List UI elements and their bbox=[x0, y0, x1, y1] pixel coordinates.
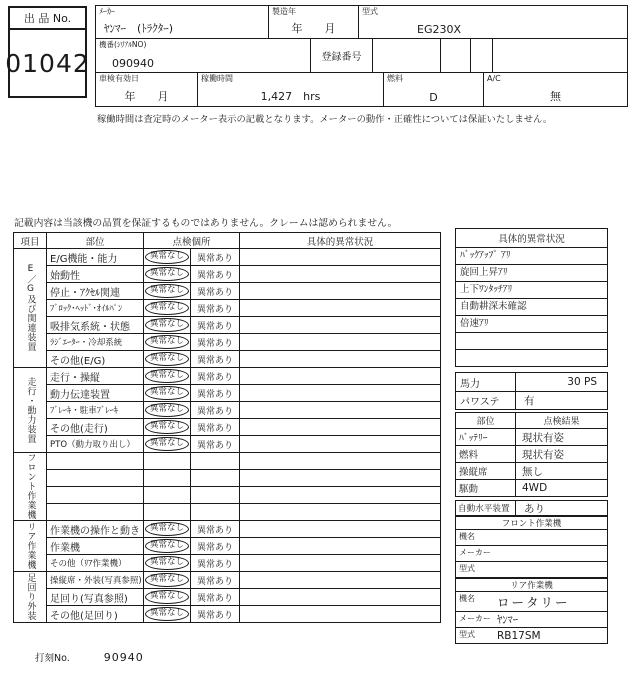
registration-label: 登録番号 bbox=[321, 52, 362, 63]
auto-level-value: あり bbox=[524, 502, 545, 515]
check-ng-cell: 異常あり bbox=[191, 367, 240, 384]
abnormal-detail-cell bbox=[240, 350, 440, 367]
abnormal-detail-cell bbox=[240, 282, 440, 299]
check-ng-cell bbox=[191, 452, 240, 469]
abnormal-detail-cell bbox=[240, 503, 440, 520]
serial-cell bbox=[96, 39, 311, 72]
lot-number-box bbox=[5, 6, 90, 98]
power-steering-value: 有 bbox=[524, 395, 535, 407]
abnormal-detail-item: 旋回上昇ｱﾘ bbox=[456, 264, 607, 281]
hours-cell bbox=[198, 73, 384, 106]
check-ng-cell: 異常あり bbox=[191, 316, 240, 333]
check-ok-cell bbox=[144, 469, 191, 486]
inspection-group-label bbox=[14, 367, 47, 452]
check-ng-cell: 異常あり bbox=[191, 384, 240, 401]
check-ng-cell: 異常あり bbox=[191, 299, 240, 316]
registration-field-2 bbox=[441, 39, 471, 72]
check-ng-cell: 異常あり bbox=[191, 418, 240, 435]
maker-label: ﾒｰｶｰ bbox=[99, 7, 115, 16]
part-name-cell bbox=[47, 486, 144, 503]
part-name-cell: ﾌﾞﾛｯｸ･ﾍｯﾄﾞ･ｵｲﾙﾊﾟﾝ bbox=[47, 299, 144, 316]
part-name-cell: 始動性 bbox=[47, 265, 144, 282]
abnormal-detail-cell bbox=[240, 571, 440, 588]
check-ng-cell: 異常あり bbox=[191, 554, 240, 571]
registration-cell bbox=[311, 39, 373, 72]
abnormal-details-box bbox=[455, 228, 608, 367]
ac-cell bbox=[484, 73, 627, 106]
part-name-cell: ﾗｼﾞｴｰﾀｰ・冷却系統 bbox=[47, 333, 144, 350]
stamp-value: 90940 bbox=[103, 651, 144, 664]
fuel-value: D bbox=[429, 91, 438, 104]
inspection-expiry-value: 年 月 bbox=[124, 90, 169, 103]
header-row-1 bbox=[96, 6, 627, 39]
auto-level-label: 自動水平装置 bbox=[456, 501, 516, 515]
check-result-row bbox=[456, 479, 607, 496]
check-result-part: 駆動 bbox=[456, 480, 516, 496]
fuel-cell bbox=[384, 73, 484, 106]
registration-field-1 bbox=[373, 39, 441, 72]
check-results-box bbox=[455, 412, 608, 497]
abnormal-detail-item: 上下ﾜﾝﾀｯﾁｱﾘ bbox=[456, 281, 607, 298]
check-ng-cell bbox=[191, 486, 240, 503]
check-result-row bbox=[456, 462, 607, 479]
abnormal-detail-cell bbox=[240, 316, 440, 333]
check-ng-cell: 異常あり bbox=[191, 605, 240, 622]
check-ok-cell bbox=[144, 299, 191, 316]
check-ng-cell bbox=[191, 503, 240, 520]
part-name-cell bbox=[47, 503, 144, 520]
no-abnormality-circled: 異常なし bbox=[145, 437, 189, 451]
column-header-part: 部位 bbox=[47, 233, 144, 248]
check-ng-cell: 異常あり bbox=[191, 571, 240, 588]
inspection-table bbox=[13, 232, 441, 623]
maker-cell bbox=[96, 6, 269, 38]
check-result-value: 4WD bbox=[522, 482, 548, 494]
abnormal-detail-cell bbox=[240, 265, 440, 282]
part-name-cell: 足回り(写真参照) bbox=[47, 588, 144, 605]
check-ok-cell bbox=[144, 486, 191, 503]
no-abnormality-circled: 異常なし bbox=[145, 335, 189, 349]
implement-field-value: ロータリー bbox=[497, 594, 570, 610]
check-ok-cell bbox=[144, 333, 191, 350]
check-result-value: 現状有姿 bbox=[522, 448, 564, 461]
registration-field-4 bbox=[493, 39, 627, 72]
abnormal-detail-cell bbox=[240, 435, 440, 452]
check-ok-cell bbox=[144, 571, 191, 588]
column-header-checkpoint: 点検個所 bbox=[144, 233, 240, 248]
no-abnormality-circled: 異常なし bbox=[145, 267, 189, 281]
check-result-value: 現状有姿 bbox=[522, 431, 564, 444]
no-abnormality-circled: 異常なし bbox=[145, 369, 189, 383]
lot-number-label: 出 品 No. bbox=[10, 8, 85, 30]
implement-field-label: 型式 bbox=[459, 564, 475, 573]
model-value: EG230X bbox=[417, 23, 462, 36]
abnormal-detail-cell bbox=[240, 520, 440, 537]
part-name-cell: E/G機能・能力 bbox=[47, 248, 144, 265]
abnormal-detail-item: 倍速ｱﾘ bbox=[456, 315, 607, 332]
implement-row bbox=[456, 529, 607, 545]
mfg-year-label: 製造年 bbox=[272, 7, 296, 16]
check-result-value: 無し bbox=[522, 465, 543, 478]
abnormal-detail-cell bbox=[240, 486, 440, 503]
rear-implement-title: リア作業機 bbox=[510, 581, 553, 591]
check-ok-cell bbox=[144, 435, 191, 452]
registration-field-3 bbox=[471, 39, 493, 72]
no-abnormality-circled: 異常なし bbox=[145, 539, 189, 553]
part-name-cell: 動力伝達装置 bbox=[47, 384, 144, 401]
implement-field-label: メーカー bbox=[459, 548, 491, 557]
check-result-row bbox=[456, 445, 607, 462]
part-name-cell: その他(走行) bbox=[47, 418, 144, 435]
front-implement-box bbox=[455, 516, 608, 578]
abnormal-details-title: 具体的異常状況 bbox=[498, 234, 565, 245]
part-name-cell: 停止・ｱｸｾﾙ関連 bbox=[47, 282, 144, 299]
check-ok-cell bbox=[144, 401, 191, 418]
implement-field-value: ﾔﾝﾏｰ bbox=[497, 614, 518, 626]
check-ok-cell bbox=[144, 588, 191, 605]
no-abnormality-circled: 異常なし bbox=[145, 573, 189, 587]
meter-disclaimer-note: 稼働時間は査定時のメーター表示の記載となります。メーターの動作・正確性については保証いたしません。 bbox=[97, 114, 553, 125]
check-ok-cell bbox=[144, 265, 191, 282]
model-cell bbox=[359, 6, 627, 38]
inspection-expiry-cell bbox=[96, 73, 198, 106]
implement-field-value: RB17SM bbox=[497, 629, 541, 642]
check-ok-cell bbox=[144, 503, 191, 520]
power-steering-label: パワステ bbox=[456, 392, 516, 409]
abnormal-detail-cell bbox=[240, 299, 440, 316]
part-name-cell: 吸排気系統・状態 bbox=[47, 316, 144, 333]
check-result-row bbox=[456, 428, 607, 445]
part-name-cell: その他(E/G) bbox=[47, 350, 144, 367]
check-results-result-header: 点検結果 bbox=[543, 417, 580, 427]
abnormal-detail-cell bbox=[240, 367, 440, 384]
ac-value: 無 bbox=[550, 90, 561, 103]
abnormal-detail-cell bbox=[240, 248, 440, 265]
check-ng-cell: 異常あり bbox=[191, 588, 240, 605]
check-ok-cell bbox=[144, 452, 191, 469]
column-header-item: 項目 bbox=[14, 233, 47, 248]
stamp-label: 打刻No. bbox=[35, 653, 70, 664]
horsepower-label: 馬力 bbox=[456, 373, 516, 391]
implement-row bbox=[456, 545, 607, 561]
part-name-cell: その他（ﾘｱ作業機） bbox=[47, 554, 144, 571]
column-header-abnormal-detail: 具体的異常状況 bbox=[306, 236, 374, 248]
no-abnormality-circled: 異常なし bbox=[145, 318, 189, 332]
check-ok-cell bbox=[144, 350, 191, 367]
no-abnormality-circled: 異常なし bbox=[145, 590, 189, 604]
check-ng-cell bbox=[191, 469, 240, 486]
check-ok-cell bbox=[144, 537, 191, 554]
no-abnormality-circled: 異常なし bbox=[145, 250, 189, 264]
implement-field-label: 機名 bbox=[459, 532, 475, 541]
no-abnormality-circled: 異常なし bbox=[145, 284, 189, 298]
implement-field-label: 型式 bbox=[459, 630, 475, 639]
auto-level-box bbox=[455, 500, 608, 516]
implement-row bbox=[456, 561, 607, 577]
mfg-year-value: 年 月 bbox=[291, 22, 336, 35]
check-ok-cell bbox=[144, 605, 191, 622]
part-name-cell: 作業機の操作と動き bbox=[47, 520, 144, 537]
part-name-cell: 走行・操縦 bbox=[47, 367, 144, 384]
abnormal-detail-cell bbox=[240, 605, 440, 622]
implement-row bbox=[456, 591, 607, 611]
check-ng-cell: 異常あり bbox=[191, 333, 240, 350]
abnormal-detail-cell bbox=[240, 469, 440, 486]
check-ok-cell bbox=[144, 248, 191, 265]
hours-value: 1,427 hrs bbox=[260, 90, 321, 103]
check-ng-cell: 異常あり bbox=[191, 248, 240, 265]
power-box bbox=[455, 372, 608, 410]
part-name-cell bbox=[47, 452, 144, 469]
inspection-group-label bbox=[14, 452, 47, 520]
no-abnormality-circled: 異常なし bbox=[145, 522, 189, 536]
check-ng-cell: 異常あり bbox=[191, 350, 240, 367]
check-ok-cell bbox=[144, 418, 191, 435]
quality-disclaimer-note: 記載内容は当該機の品質を保証するものではありません。クレームは認められません。 bbox=[14, 218, 398, 229]
check-ng-cell: 異常あり bbox=[191, 401, 240, 418]
check-ok-cell bbox=[144, 316, 191, 333]
inspection-group-label bbox=[14, 520, 47, 571]
implement-field-label: メーカー bbox=[459, 614, 491, 623]
no-abnormality-circled: 異常なし bbox=[145, 420, 189, 434]
abnormal-detail-cell bbox=[240, 384, 440, 401]
header-row-3 bbox=[96, 73, 627, 106]
implement-field-label: 機名 bbox=[459, 594, 475, 603]
abnormal-detail-item bbox=[456, 332, 607, 349]
implement-row bbox=[456, 627, 607, 643]
check-ok-cell bbox=[144, 384, 191, 401]
abnormal-detail-cell bbox=[240, 401, 440, 418]
part-name-cell bbox=[47, 469, 144, 486]
check-result-part: ﾊﾞｯﾃﾘｰ bbox=[456, 429, 516, 445]
abnormal-detail-cell bbox=[240, 554, 440, 571]
inspection-group-label-text: 足回り外装 bbox=[25, 573, 36, 621]
horsepower-value: 30 PS bbox=[567, 376, 597, 388]
abnormal-detail-item: ﾊﾞｯｸｱｯﾌﾟ ｱﾘ bbox=[456, 247, 607, 264]
no-abnormality-circled: 異常なし bbox=[145, 352, 189, 366]
inspection-group-label-text: E／G及び関連装置 bbox=[25, 264, 36, 352]
horsepower-row bbox=[456, 373, 607, 391]
part-name-cell: 操縦席・外装(写真参照) bbox=[47, 571, 144, 588]
no-abnormality-circled: 異常なし bbox=[145, 607, 189, 621]
no-abnormality-circled: 異常なし bbox=[145, 301, 189, 315]
check-ok-cell bbox=[144, 367, 191, 384]
part-name-cell: その他(足回り) bbox=[47, 605, 144, 622]
abnormal-detail-cell bbox=[240, 418, 440, 435]
inspection-expiry-label: 車検有効日 bbox=[99, 74, 139, 83]
inspection-group-label-text: フロント作業機 bbox=[25, 453, 36, 520]
check-ok-cell bbox=[144, 520, 191, 537]
check-ok-cell bbox=[144, 282, 191, 299]
check-ng-cell: 異常あり bbox=[191, 435, 240, 452]
mfg-year-cell bbox=[269, 6, 359, 38]
header-row-2 bbox=[96, 39, 627, 73]
check-ng-cell: 異常あり bbox=[191, 265, 240, 282]
fuel-label: 燃料 bbox=[387, 74, 403, 83]
abnormal-detail-item bbox=[456, 349, 607, 366]
inspection-group-label bbox=[14, 571, 47, 622]
abnormal-detail-cell bbox=[240, 333, 440, 350]
abnormal-detail-cell bbox=[240, 537, 440, 554]
check-ng-cell: 異常あり bbox=[191, 537, 240, 554]
part-name-cell: ﾌﾞﾚｰｷ・駐車ﾌﾞﾚｰｷ bbox=[47, 401, 144, 418]
inspection-group-label-text: 走行・動力装置 bbox=[25, 376, 36, 444]
check-ng-cell: 異常あり bbox=[191, 282, 240, 299]
model-label: 型式 bbox=[362, 7, 378, 16]
abnormal-detail-cell bbox=[240, 588, 440, 605]
ac-label: A/C bbox=[487, 74, 501, 83]
rear-implement-box bbox=[455, 578, 608, 644]
check-result-part: 操縦席 bbox=[456, 463, 516, 479]
inspection-group-label-text: リア作業機 bbox=[25, 522, 36, 570]
check-ok-cell bbox=[144, 554, 191, 571]
inspection-group-label bbox=[14, 248, 47, 367]
check-ng-cell: 異常あり bbox=[191, 520, 240, 537]
check-result-part: 燃料 bbox=[456, 446, 516, 462]
check-results-header bbox=[456, 413, 607, 428]
no-abnormality-circled: 異常なし bbox=[145, 403, 189, 417]
hours-label: 稼働時間 bbox=[201, 74, 233, 83]
power-steering-row bbox=[456, 391, 607, 409]
stamp-number bbox=[35, 650, 144, 664]
maker-value: ﾔﾝﾏｰ (ﾄﾗｸﾀｰ) bbox=[104, 22, 174, 35]
serial-value: 090940 bbox=[112, 57, 154, 70]
part-name-cell: PTO（動力取り出し） bbox=[47, 435, 144, 452]
lot-number-value: 01042 bbox=[5, 48, 90, 78]
no-abnormality-circled: 異常なし bbox=[145, 556, 189, 570]
no-abnormality-circled: 異常なし bbox=[145, 386, 189, 400]
serial-label: 機番(ｼﾘｱﾙNO) bbox=[99, 40, 147, 49]
implement-row bbox=[456, 611, 607, 627]
abnormal-detail-item: 自動耕深未確認 bbox=[456, 298, 607, 315]
check-results-part-header: 部位 bbox=[456, 413, 516, 428]
part-name-cell: 作業機 bbox=[47, 537, 144, 554]
abnormal-detail-cell bbox=[240, 452, 440, 469]
machine-header-table bbox=[95, 5, 628, 107]
front-implement-title: フロント作業機 bbox=[501, 519, 562, 529]
